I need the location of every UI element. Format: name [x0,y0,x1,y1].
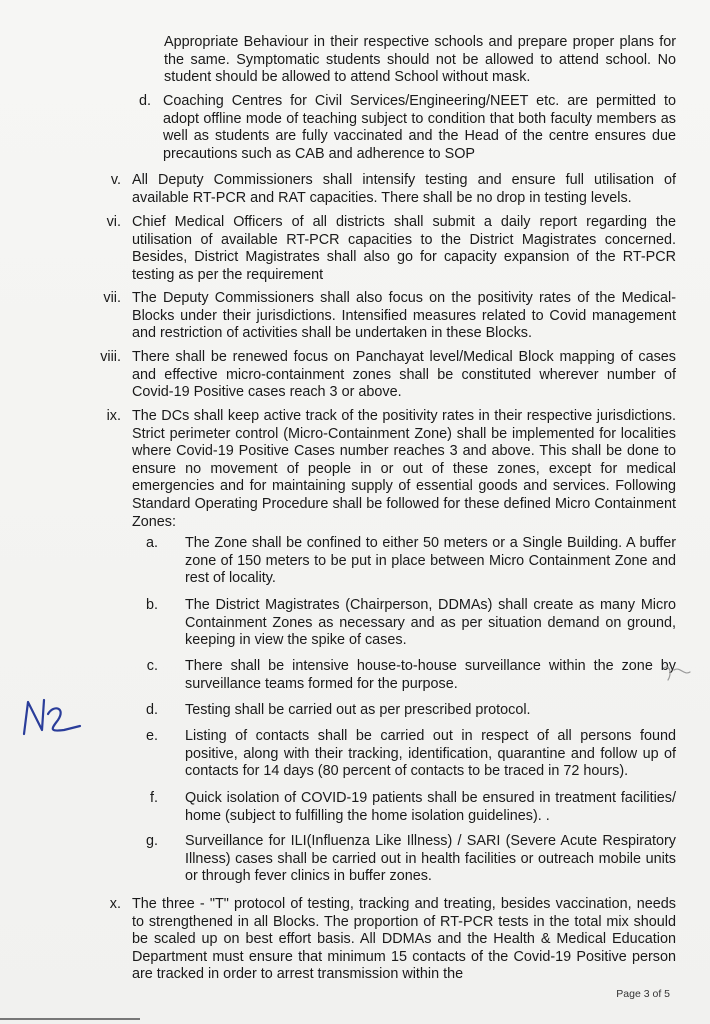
item-text: The DCs shall keep active track of the positivity rates in their respective jurisdictions. Strict perimeter control (Micro-Containment Zone) shall be implemented for localities where Covid-19 Positive Cases number reaches 3 and above. This shall be done to ensure no movement of people in or out of these zones, except for medical emergencies and for maintaining supply of essential goods and services. Following Standard Operating Procedure shall be followed for these defined Micro Containment Zones: [132,408,676,530]
sub-item-label: a. [145,535,158,551]
sub-item-label: c. [146,658,158,674]
item-number: vii. [103,290,121,306]
handwritten-initials [18,690,88,750]
item-text: The three - "T" protocol of testing, tracking and treating, besides vaccination, needs to strengthened in all Blocks. The proportion of RT-PCR tests in the total mix should be scaled up on best effort basis. All DDMAs and the Health & Medical Education Department must ensure that minimum 15 contacts of the Covid-19 Positive person are tracked in order to arrest transmission within the [132,896,676,983]
sub-item-label: d. [145,702,158,718]
sub-item-text: The District Magistrates (Chairperson, DDMAs) shall create as many Micro Containment Zones as necessary and as per situation demand on ground, keeping in view the spike of cases. [185,597,676,649]
item-text: There shall be renewed focus on Panchayat level/Medical Block mapping of cases and effective micro-containment zones shall be constituted wherever number of Covid-19 Positive cases reach 3 or above. [132,349,676,401]
sub-item-label: d. [138,93,151,109]
sub-item-text: Coaching Centres for Civil Services/Engineering/NEET etc. are permitted to adopt offline mode of teaching subject to condition that both faculty members as well as students are fully vaccinated and the Head of the centre ensures due precautions such as CAB and adherence to SOP [163,93,676,162]
sub-item-text: There shall be intensive house-to-house surveillance within the zone by surveillance teams formed for the purpose. [185,658,676,692]
sub-item-label: b. [145,597,158,613]
sub-item-label: g. [145,833,158,849]
item-number: ix. [106,408,121,424]
item-text: The Deputy Commissioners shall also focus on the positivity rates of the Medical-Blocks under their jurisdictions. Intensified measures related to Covid management and restriction of activities shall be undertaken in these Blocks. [132,290,676,342]
item-number: viii. [100,349,121,365]
sub-item-label: f. [150,790,158,806]
sub-item-text: Testing shall be carried out as per prescribed protocol. [185,702,531,718]
sub-item-text: Quick isolation of COVID-19 patients shall be ensured in treatment facilities/ home (subject to fulfilling the home isolation guidelines). . [185,790,676,824]
sub-item-text: Listing of contacts shall be carried out in respect of all persons found positive, along with their tracking, identification, quarantine and follow up of contacts for 14 days (80 percent of contacts to be traced in 72 hours). [185,728,676,780]
margin-mark [660,660,700,690]
scan-edge [0,1018,140,1020]
item-number: vi. [106,214,121,230]
item-text: Chief Medical Officers of all districts shall submit a daily report regarding the utilisation of available RT-PCR capacities to the District Magistrates concerned. Besides, District Magistrates shall also go for capacity expansion of the RT-PCR testing as per the requirement [132,214,676,283]
sub-item-label: e. [145,728,158,744]
item-number: x. [109,896,121,912]
page-number: Page 3 of 5 [616,988,670,1000]
intro-paragraph: Appropriate Behaviour in their respective schools and prepare proper plans for the same. Symptomatic students should not be allowed to attend school. No student should be allowed to attend School without mask. [164,34,676,86]
sub-item-text: The Zone shall be confined to either 50 meters or a Single Building. A buffer zone of 150 meters to be put in place between Micro Containment Zone and rest of locality. [185,535,676,587]
item-number: v. [110,172,121,188]
sub-item-text: Surveillance for ILI(Influenza Like Illness) / SARI (Severe Acute Respiratory Illness) cases shall be carried out in health facilities or outreach mobile units or through fever clinics in buffer zones. [185,833,676,885]
item-text: All Deputy Commissioners shall intensify testing and ensure full utilisation of available RT-PCR and RAT capacities. There shall be no drop in testing levels. [132,172,676,206]
